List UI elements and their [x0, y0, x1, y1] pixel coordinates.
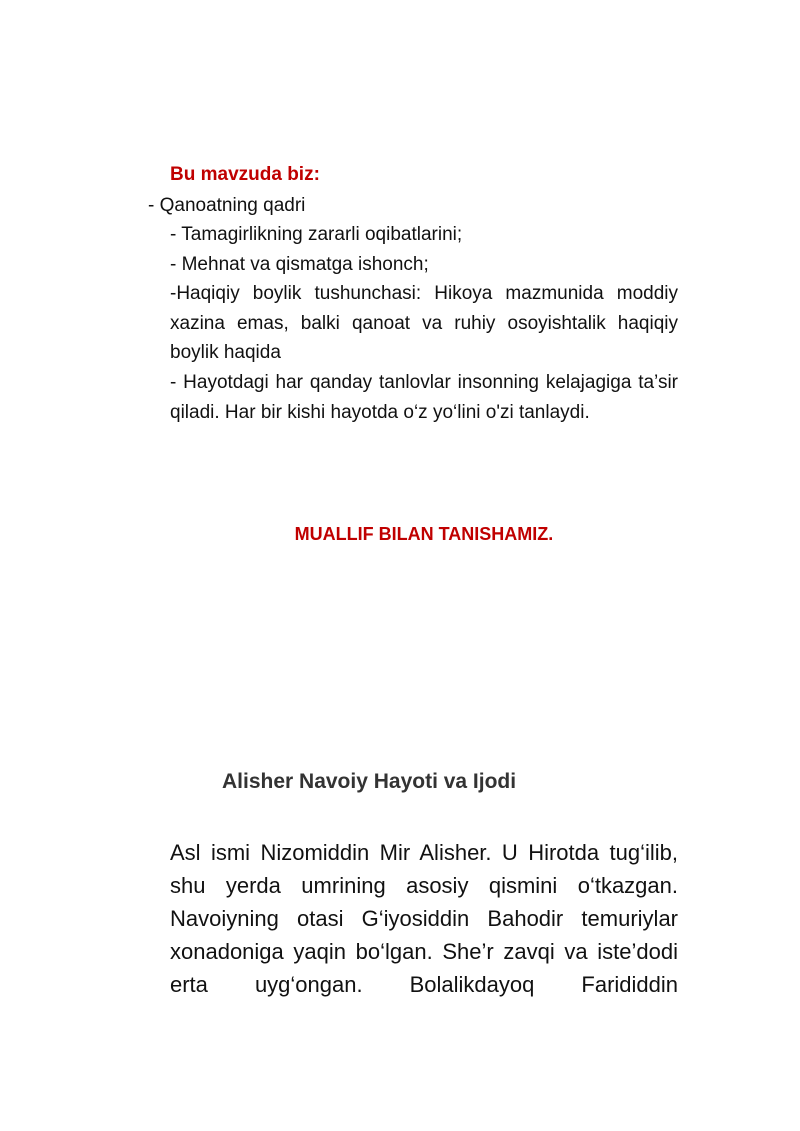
topic-item: -Haqiqiy boylik tushunchasi: Hikoya mazmunida moddiy xazina emas, balki qanoat va ruhiy osoyishtalik haqiqiy boylik haqida [170, 283, 678, 363]
article-body: Asl ismi Nizomiddin Mir Alisher. U Hirotda tug‘ilib, shu yerda umrining asosiy qismini o‘tkazgan. Navoiyning otasi G‘iyosiddin Bahodir temuriylar xonadoniga yaqin bo‘lgan. She’r zavqi va iste’dodi erta uyg‘ongan. Bolalikdayoq Farididdin [170, 840, 678, 997]
topic-heading: Bu mavzuda biz: [170, 164, 320, 185]
article-title: Alisher Navoiy Hayoti va Ijodi [222, 770, 517, 793]
topic-first-line: - Qanoatning qadri [148, 195, 306, 216]
section-heading: MUALLIF BILAN TANISHAMIZ. [294, 524, 554, 544]
topic-item: - Hayotdagi har qanday tanlovlar insonning kelajagiga ta’sir qiladi. Har bir kishi hayotda o‘z yo‘lini o'zi tanlaydi. [170, 372, 678, 423]
topic-item: - Mehnat va qismatga ishonch; [170, 254, 429, 275]
topic-item: - Tamagirlikning zararli oqibatlarini; [170, 224, 463, 245]
